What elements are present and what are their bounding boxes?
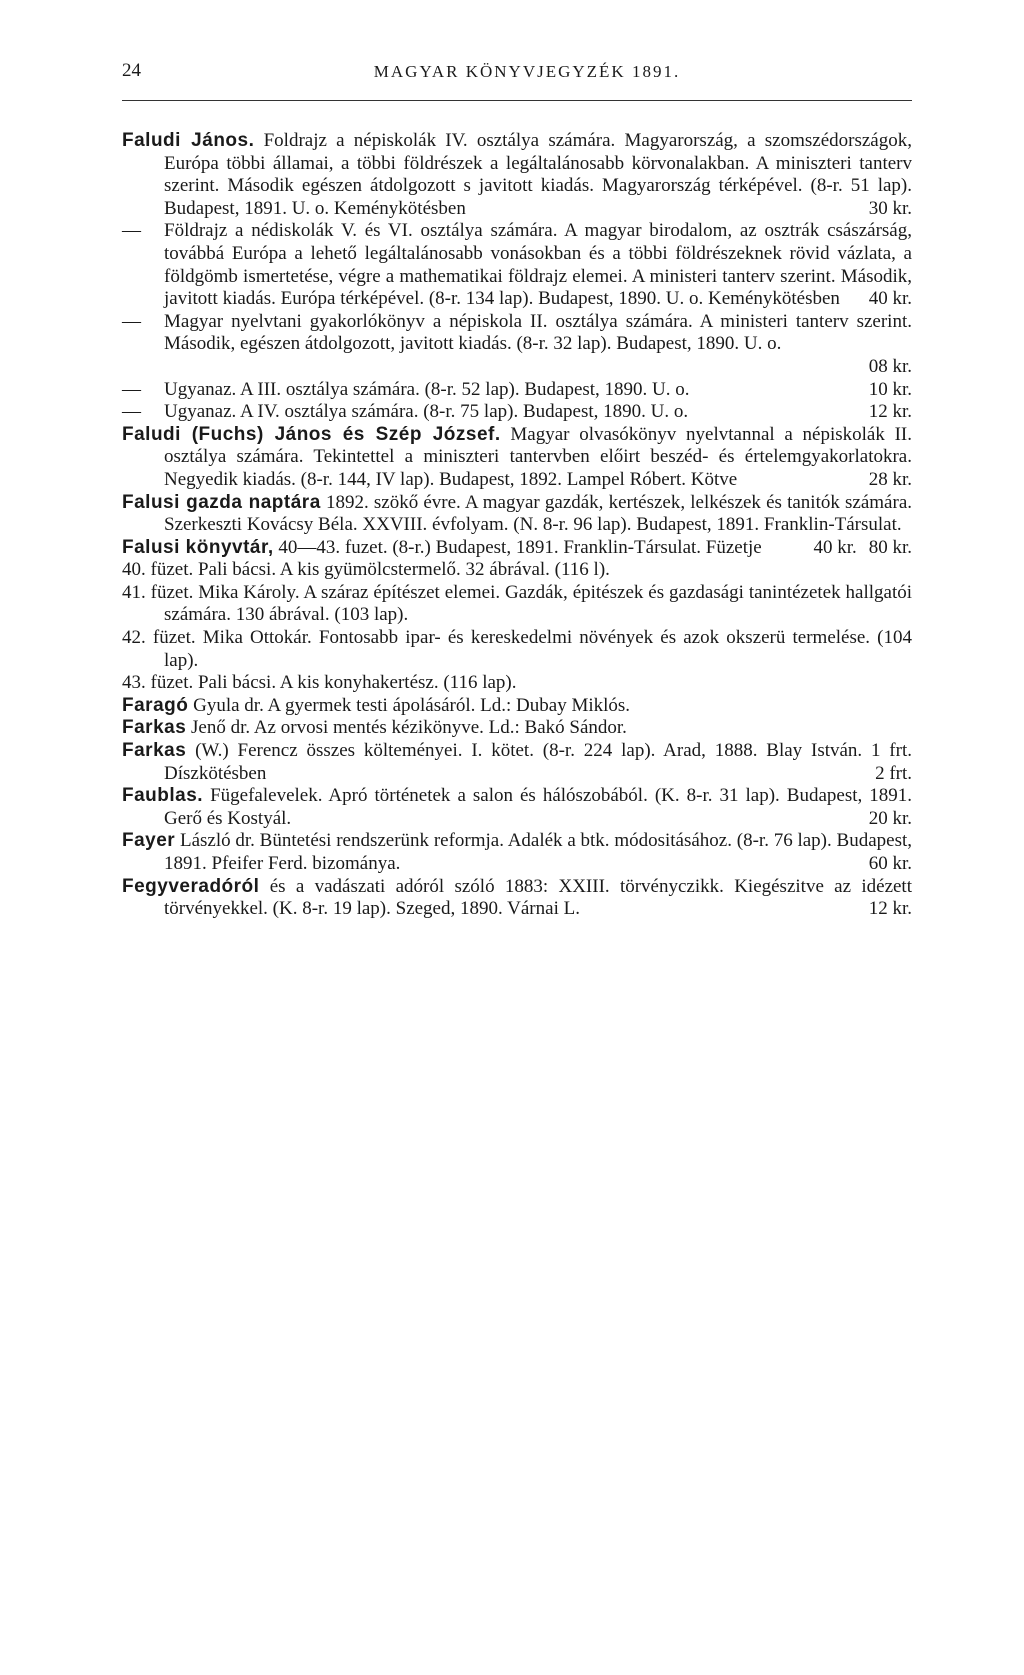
series-sub-entry (122, 582, 912, 627)
entry-price: 30 kr. (868, 197, 912, 219)
entry-text: 40—43. fuzet. (8-r.) Budapest, 1891. Franklin-Társulat. Füzetje (278, 536, 762, 558)
entry-price: 28 kr. (868, 468, 912, 490)
entry-price: 12 kr. (868, 401, 912, 423)
entry-heading: Faludi (Fuchs) János és Szép József. (122, 423, 501, 445)
sub-entry-text: füzet. Mika Ottokár. Fontosabb ipar- és kereskedelmi növények és azok okszerü termelése. (104 lap). (152, 627, 913, 671)
catalog-entry (122, 401, 912, 424)
series-sub-entry (122, 627, 912, 672)
entry-heading: Farkas (122, 740, 187, 762)
catalog-entry (122, 220, 912, 310)
catalog-entry (122, 130, 912, 220)
entry-price: 2 frt. (875, 762, 912, 784)
entry-price: 60 kr. (868, 853, 912, 874)
sub-entry-number: 43. (122, 672, 146, 694)
catalog-entry (122, 717, 912, 740)
catalog-entries (122, 130, 912, 921)
page-header-title: MAGYAR KÖNYVJEGYZÉK 1891. (373, 62, 681, 81)
header-rule (122, 100, 912, 101)
entry-text: Jenő dr. Az orvosi mentés kézikönyve. Ld.: Bakó Sándor. (191, 717, 627, 739)
sub-entry-text: füzet. Mika Károly. A száraz építészet elemei. Gazdák, épitészek és gazdasági tanintézetek hallgatói számára. 130 ábrával. (103 lap). (150, 581, 912, 626)
sub-entry-text: füzet. Pali bácsi. A kis konyhakertész. (116 lap). (150, 672, 517, 694)
entry-text: Magyar nyelvtani gyakorlókönyv a népiskola II. osztálya számára. A ministeri tanterv szerint. Második, egészen átdolgozott, javitott kiadás. (8-r. 32 lap). Budapest, 1890. U. o. (164, 310, 912, 355)
entry-price: 40 kr. (868, 288, 912, 310)
entry-text: Földrajz a nédiskolák V. és VI. osztálya számára. A magyar birodalom, az osztrák császárság, továbbá Európa a lehető legáltalánosabb vonásokban és a többi földrészeknek rövid vázlata, a földgömb ismertetése, végre a mathematikai földrajz elemei. A ministeri tanterv szerint. Második, javitott kiadás. Európa térképével. (8-r. 134 lap). Budapest, 1890. U. o. Keménykötésben (164, 220, 912, 310)
entry-heading: Fayer (122, 830, 176, 852)
sub-entry-number: 42. (122, 627, 146, 649)
sub-entry-number: 40. (122, 559, 146, 581)
entry-heading: Faludi János. (122, 130, 255, 151)
series-sub-entry (122, 672, 912, 695)
entry-text: Fügefalevelek. Apró történetek a salon és hálószobából. (K. 8-r. 31 lap). Budapest, 1891. Gerő és Kostyál. (164, 785, 913, 829)
page-number: 24 (122, 60, 141, 81)
entry-heading: Falusi gazda naptára (122, 491, 321, 513)
entry-heading: Falusi könyvtár, (122, 536, 274, 558)
ditto-dash: — (122, 220, 141, 242)
entry-text: Magyar olvasókönyv nyelvtannal a népiskolák II. osztálya számára. Tekintettel a miniszteri tantervben előirt beszéd- és értelemgyakorlatokra. Negyedik kiadás. (8-r. 144, IV lap). Budapest, 1892. Lampel Róbert. Kötve (164, 423, 913, 490)
entry-text: Gyula dr. A gyermek testi ápolásáról. Ld.: Dubay Miklós. (193, 694, 631, 716)
catalog-entry (122, 695, 912, 718)
entry-text: és a vadászati adóról szóló 1883: XXIII. törvényczikk. Kiegészitve az idézett törvényekkel. (K. 8-r. 19 lap). Szeged, 1890. Várnai L. (164, 875, 912, 920)
entry-price: 12 kr. (868, 898, 912, 920)
series-sub-entry (122, 559, 912, 582)
catalog-entry (122, 311, 912, 379)
entry-text: Ugyanaz. A III. osztálya számára. (8-r. 52 lap). Budapest, 1890. U. o. (164, 378, 690, 400)
entry-price: 08 kr. (868, 355, 912, 377)
entry-heading: Farkas (122, 717, 187, 739)
ditto-dash: — (122, 401, 141, 423)
entry-price: 40 kr. (813, 536, 857, 558)
sub-entry-number: 41. (122, 581, 146, 603)
catalog-entry (122, 876, 912, 921)
entry-text: Ugyanaz. A IV. osztálya számára. (8-r. 75 lap). Budapest, 1890. U. o. (164, 401, 689, 423)
entry-price: 80 kr. (868, 536, 912, 558)
entry-text: Foldrajz a népiskolák IV. osztálya számára. Magyarország, a szomszédországok, Európa többi államai, a többi földrészek a legáltalánosabb körvonalakban. A miniszteri tanterv szerint. Második egészen átdolgozott s javitott kiadás. Magyarország térképével. (8-r. 51 lap). Budapest, 1891. U. o. Keménykötésben (164, 130, 912, 219)
sub-entry-text: füzet. Pali bácsi. A kis gyümölcstermelő. 32 ábrával. (116 l). (150, 559, 610, 581)
catalog-entry (122, 740, 912, 785)
running-head (122, 60, 912, 90)
entry-text: László dr. Büntetési rendszerünk reformja. Adalék a btk. módositásához. (8-r. 76 lap). Budapest, 1891. Pfeifer Ferd. bizománya. (164, 830, 912, 874)
catalog-entry (122, 537, 912, 560)
entry-heading: Faublas. (122, 785, 204, 807)
catalog-entry (122, 785, 912, 830)
catalog-entry (122, 379, 912, 402)
ditto-dash: — (122, 378, 141, 400)
entry-text: 1892. szökő évre. A magyar gazdák, kertészek, lelkészek és tanitók számára. Szerkeszti Kovácsy Béla. XXVIII. évfolyam. (N. 8-r. 96 lap). Budapest, 1891. Franklin-Társulat. (164, 491, 912, 536)
entry-heading: Faragó (122, 694, 189, 716)
entry-text: (W.) Ferencz összes költeményei. I. kötet. (8-r. 224 lap). Arad, 1888. Blay István. 1 frt. Díszkötésben (164, 740, 912, 784)
entry-heading: Fegyveradóról (122, 875, 260, 897)
catalog-entry (122, 424, 912, 492)
ditto-dash: — (122, 310, 141, 332)
entry-price: 10 kr. (868, 378, 912, 400)
entry-price: 20 kr. (868, 807, 912, 829)
catalog-entry (122, 830, 912, 875)
